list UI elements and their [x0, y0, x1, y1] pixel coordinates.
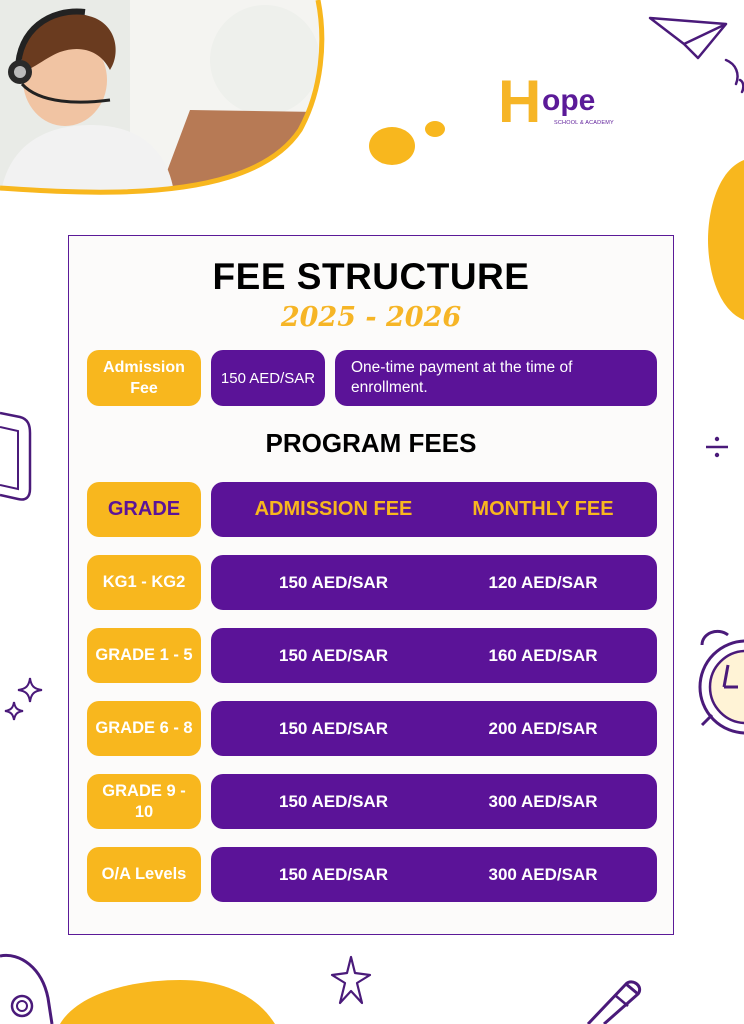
grade-cell: GRADE 9 - 10: [87, 774, 201, 829]
alarm-clock-icon: [694, 625, 744, 737]
decor-blob: [424, 120, 446, 138]
admission-fee-amount: 150 AED/SAR: [211, 350, 325, 406]
fee-card: [68, 235, 674, 935]
pencil-icon: [586, 980, 650, 1024]
table-row: [211, 555, 657, 610]
grade-column-header: GRADE: [87, 482, 201, 537]
monthly-fee-value: 300 AED/SAR: [488, 864, 598, 884]
logo-subtitle: SCHOOL & ACADEMY: [554, 120, 614, 126]
divide-icon: [704, 436, 730, 458]
star-icon: [330, 955, 372, 1009]
admission-fee-value: 150 AED/SAR: [279, 572, 388, 592]
fee-column-headers: [211, 482, 657, 537]
grade-cell: GRADE 1 - 5: [87, 628, 201, 683]
decor-blob: [368, 126, 416, 166]
rocket-icon: [0, 948, 60, 1024]
table-row: [211, 774, 657, 829]
academic-year: 2025 - 2026: [280, 302, 462, 333]
decor-blob: [60, 980, 280, 1024]
monthly-fee-value: 200 AED/SAR: [488, 718, 598, 738]
paper-plane-icon: [648, 14, 744, 94]
admission-fee-value: 150 AED/SAR: [279, 791, 388, 811]
monthly-fee-value: 160 AED/SAR: [488, 645, 598, 665]
decor-blob: [708, 160, 744, 320]
page-title: FEE STRUCTURE: [212, 256, 530, 297]
admission-fee-value: 150 AED/SAR: [279, 645, 388, 665]
sparkle-icon: [4, 676, 44, 726]
grade-cell: O/A Levels: [87, 847, 201, 902]
table-row: [211, 628, 657, 683]
admission-fee-value: 150 AED/SAR: [279, 718, 388, 738]
admission-fee-label: Admission Fee: [87, 350, 201, 406]
school-logo: H ope SCHOOL & ACADEMY: [498, 68, 614, 135]
table-row: [211, 847, 657, 902]
table-row: [211, 701, 657, 756]
monthly-fee-value: 300 AED/SAR: [488, 791, 598, 811]
admission-fee-value: 150 AED/SAR: [279, 864, 388, 884]
grade-cell: KG1 - KG2: [87, 555, 201, 610]
program-fees-title: PROGRAM FEES: [265, 428, 477, 458]
monthly-fee-value: 120 AED/SAR: [488, 572, 598, 592]
grade-cell: GRADE 6 - 8: [87, 701, 201, 756]
hero-photo: [0, 0, 330, 200]
book-icon: [0, 405, 36, 505]
admission-fee-column-header: ADMISSION FEE: [254, 498, 413, 520]
monthly-fee-column-header: MONTHLY FEE: [472, 498, 614, 520]
admission-fee-note: One-time payment at the time of enrollment.: [335, 350, 657, 406]
